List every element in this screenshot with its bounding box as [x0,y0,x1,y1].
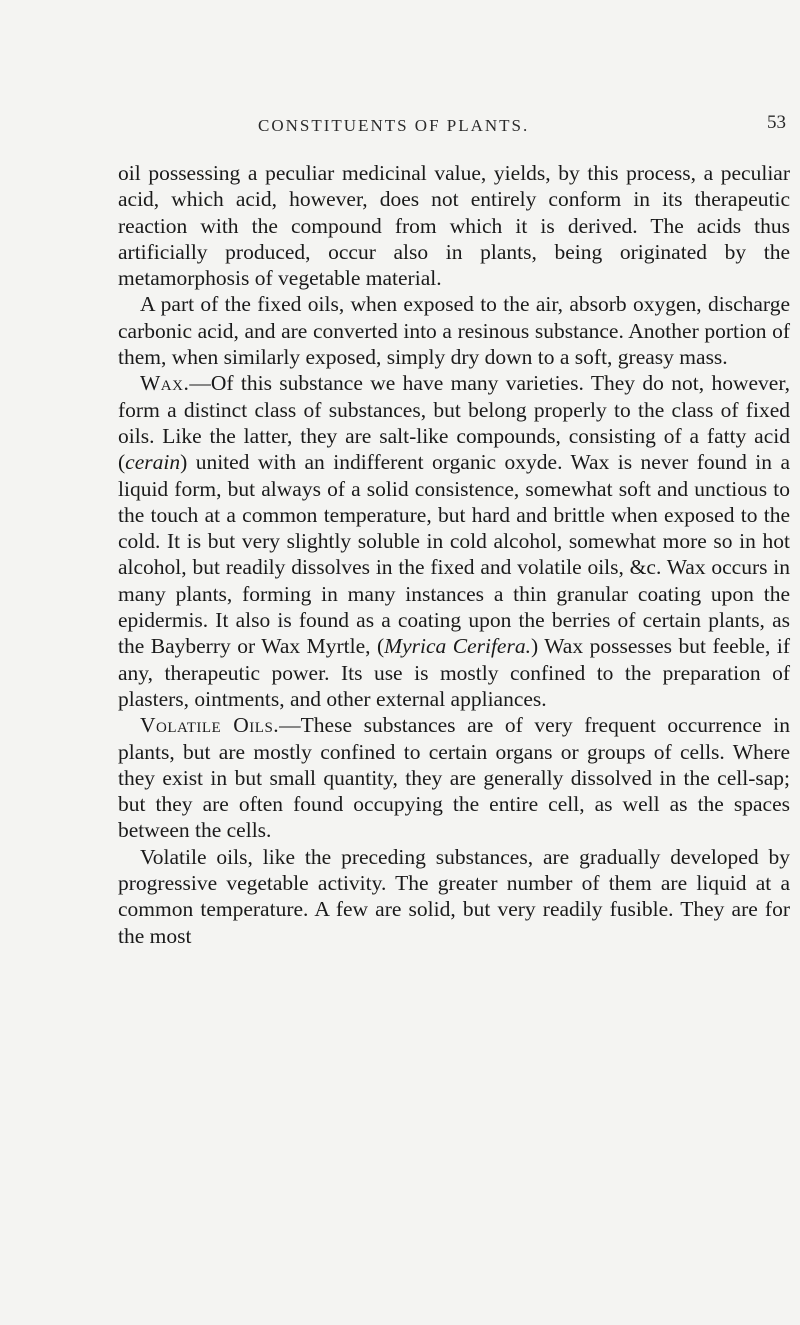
wax-text-3: ) Wax possesses but feeble, if any, therapeutic power. Its use is mostly confined to the preparation of plasters, ointments, and other external appliances. [118,634,790,711]
paragraph-fixed-oils: A part of the fixed oils, when exposed to the air, absorb oxygen, discharge carbonic acid, and are converted into a resinous substance. Another portion of them, when similarly exposed, simply dry down to a soft, greasy mass. [118,292,790,370]
page-header [118,112,790,140]
paragraph-volatile-oils [118,712,790,843]
paragraph-wax [118,370,790,712]
paragraph-volatile-oils-2: Volatile oils, like the preceding substances, are gradually developed by progressive vegetable activity. The greater number of them are liquid at a common temperature. A few are solid, but very readily fusible. They are for the most [118,844,790,948]
page-number: 53 [767,112,786,133]
wax-italic-cerain: cerain [125,450,181,475]
body-text [118,160,790,949]
running-head: CONSTITUENTS OF PLANTS. [258,116,530,135]
section-heading-volatile-oils: Volatile Oils. [140,713,280,738]
paragraph-continuation: oil possessing a peculiar medicinal value, yields, by this process, a peculiar acid, which acid, however, does not entirely conform in its therapeutic reaction with the compound from which it is derived. The acids thus artificially produced, occur also in plants, being originated by the metamorphosis of vegetable material. [118,161,790,291]
section-heading-wax: Wax. [140,371,190,396]
wax-italic-myrica: Myrica Cerifera. [384,634,531,659]
wax-text-2: ) united with an indifferent organic oxyde. Wax is never found in a liquid form, but always of a solid consistence, somewhat soft and unctious to the touch at a common temperature, but hard and brittle when exposed to the cold. It is but very slightly soluble in cold alcohol, somewhat more so in hot alcohol, but readily dissolves in the fixed and volatile oils, &c. Wax occurs in many plants, forming in many instances a thin granular coating upon the epidermis. It also is found as a coating upon the berries of certain plants, as the Bayberry or Wax Myrtle, ( [118,450,790,659]
volatile-oils-text: —These substances are of very frequent occurrence in plants, but are mostly confined to certain organs or groups of cells. Where they exist in but small quantity, they are generally dissolved in the cell-sap; but they are often found occupying the entire cell, as well as the spaces between the cells. [118,713,790,843]
wax-text-1: —Of this substance we have many varieties. They do not, however, form a distinct class of substances, but belong properly to the class of fixed oils. Like the latter, they are salt-like compounds, consisting of a fatty acid ( [118,371,790,475]
